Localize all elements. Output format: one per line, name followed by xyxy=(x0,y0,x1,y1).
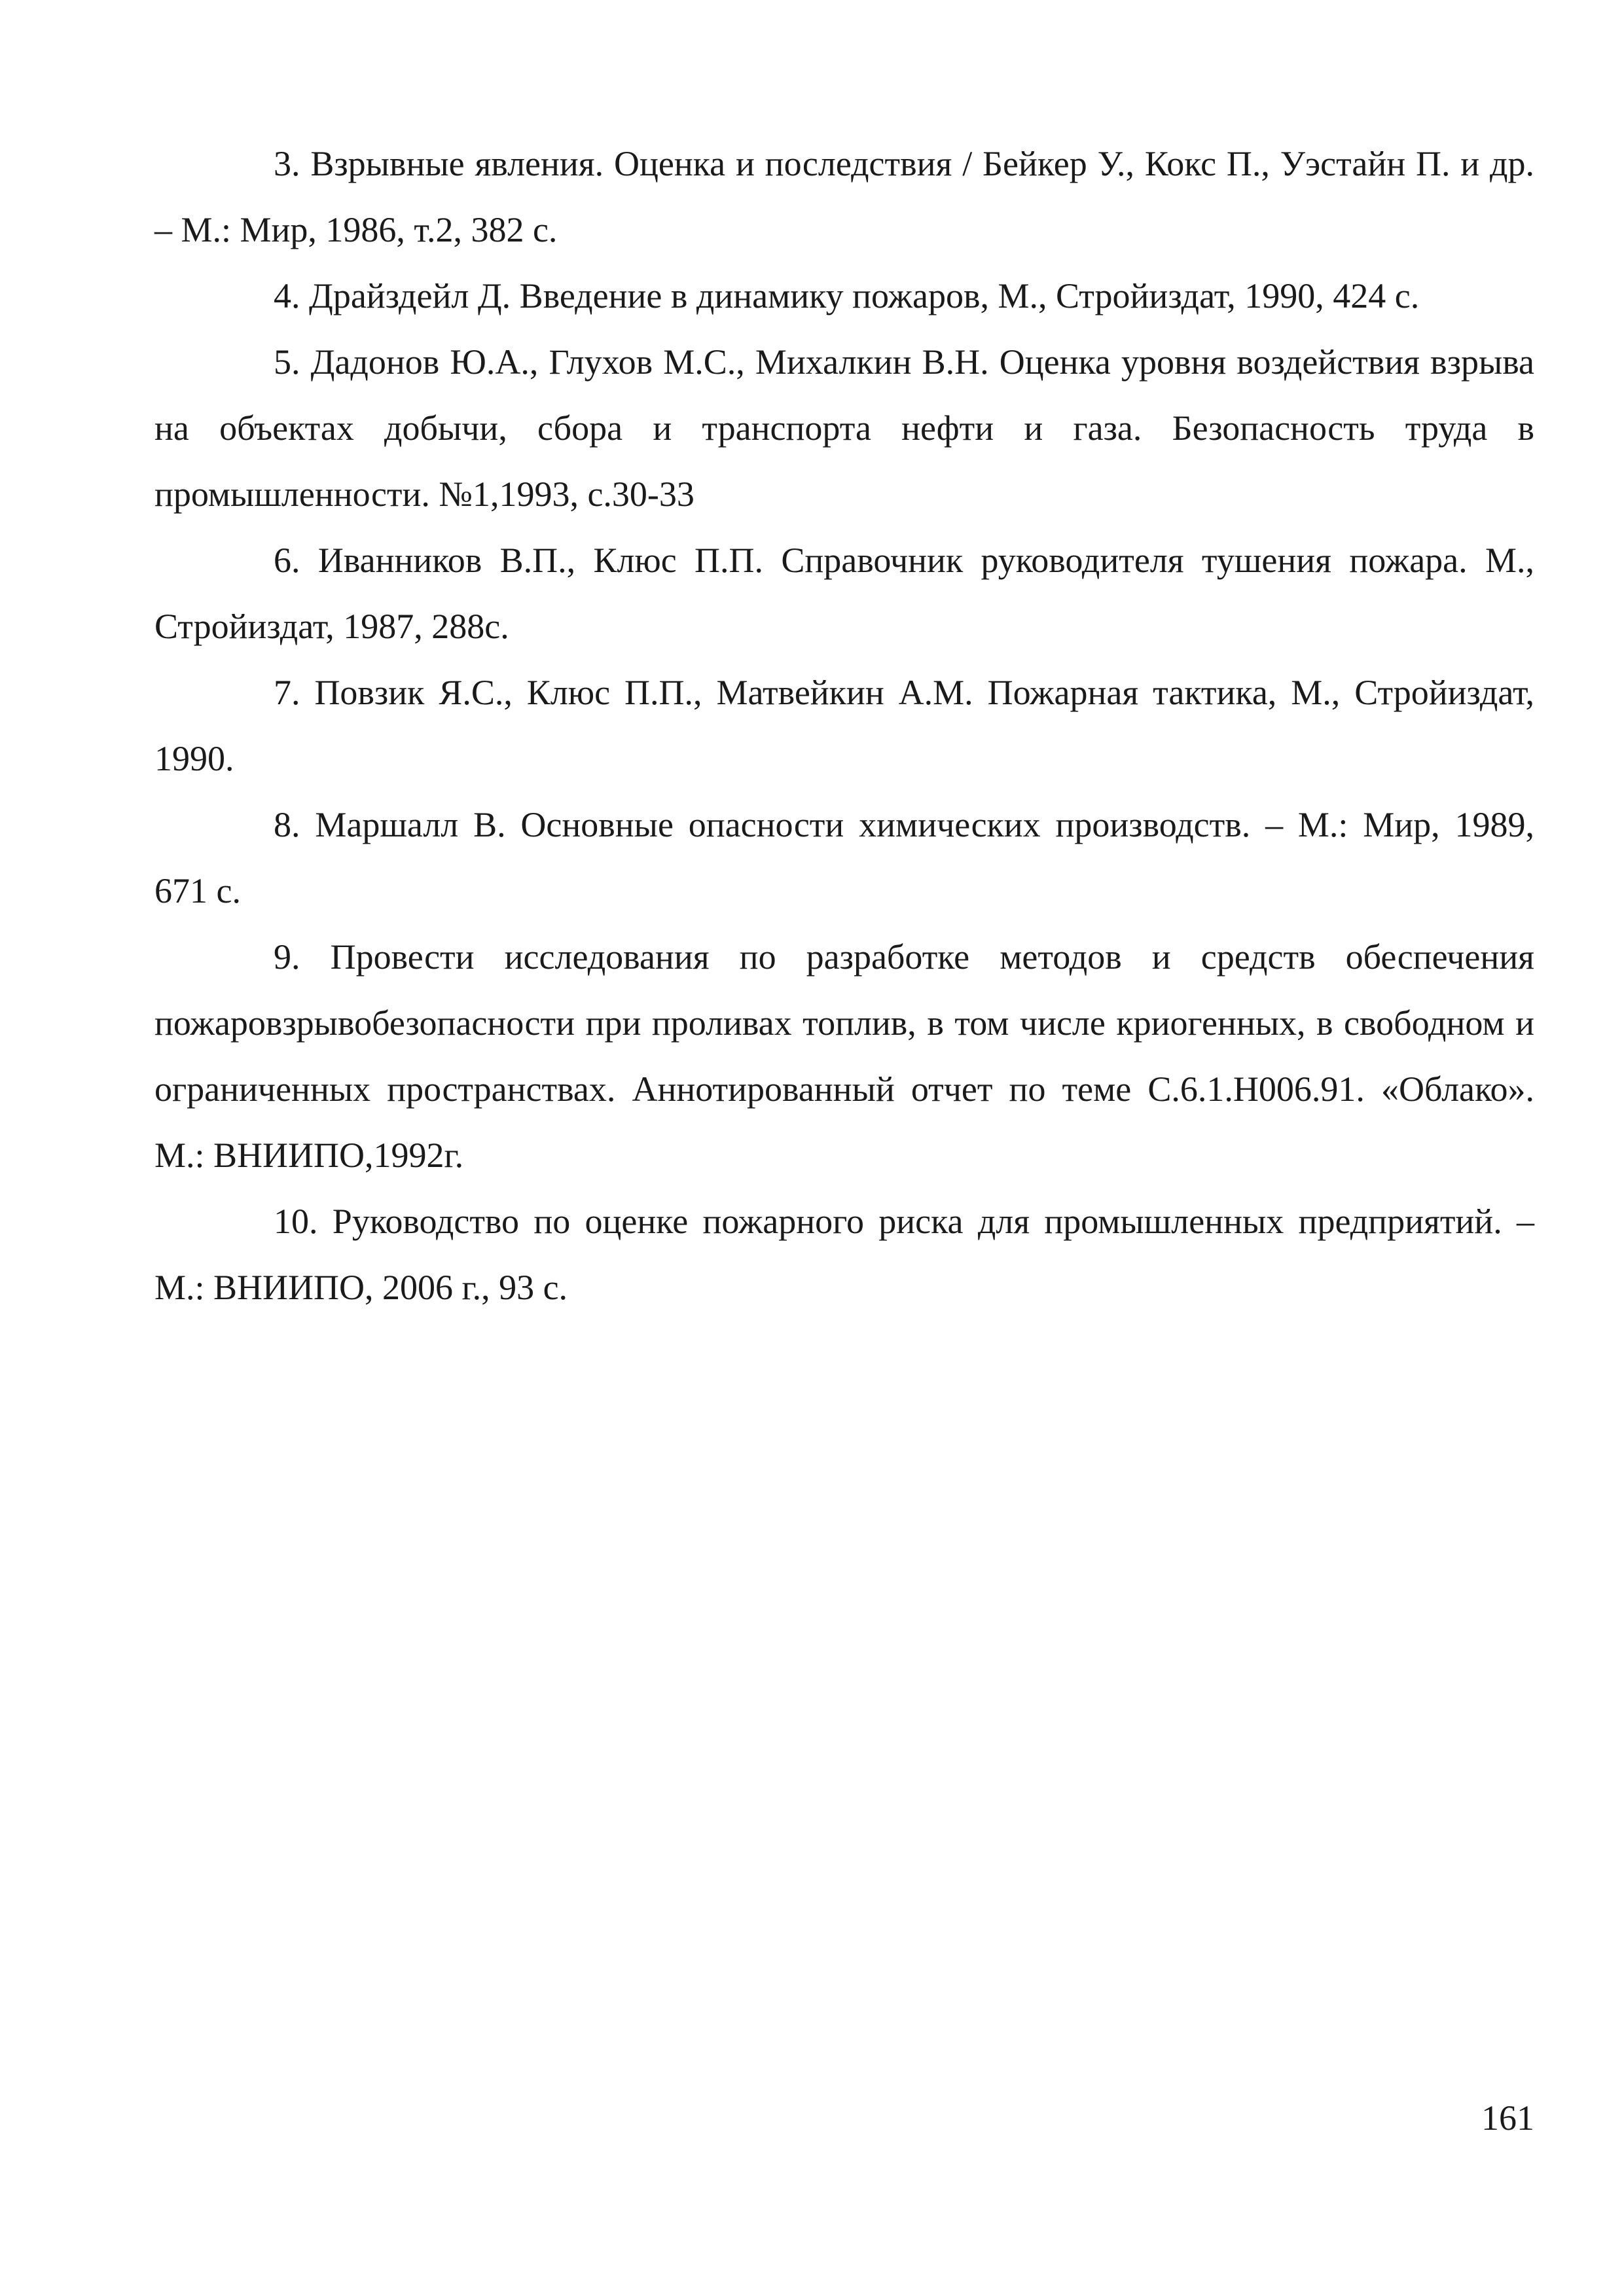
reference-item: 6. Иванников В.П., Клюс П.П. Справочник руководителя тушения пожара. М., Стройиздат, 1987, 288с. xyxy=(154,541,1534,646)
reference-list xyxy=(154,131,1534,1321)
reference-item: 5. Дадонов Ю.А., Глухов М.С., Михалкин В.Н. Оценка уровня воздействия взрыва на объектах добычи, сбора и транспорта нефти и газа. Безопасность труда в промышленности. №1,1993, с.30-33 xyxy=(154,342,1534,514)
reference-item: 7. Повзик Я.С., Клюс П.П., Матвейкин А.М. Пожарная тактика, М., Стройиздат, 1990. xyxy=(154,673,1534,778)
reference-item: 8. Маршалл В. Основные опасности химических производств. – М.: Мир, 1989, 671 с. xyxy=(154,805,1534,910)
page-number: 161 xyxy=(1481,2098,1534,2138)
reference-item: 4. Драйздейл Д. Введение в динамику пожаров, М., Стройиздат, 1990, 424 с. xyxy=(274,276,1420,315)
reference-item: 10. Руководство по оценке пожарного риска для промышленных предприятий. – М.: ВНИИПО, 2006 г., 93 с. xyxy=(154,1202,1534,1307)
reference-item: 3. Взрывные явления. Оценка и последствия / Бейкер У., Кокс П., Уэстайн П. и др. – М.: Мир, 1986, т.2, 382 с. xyxy=(154,144,1534,249)
reference-item: 9. Провести исследования по разработке методов и средств обеспечения пожаровзрывобезопасности при проливах топлив, в том числе криогенных, в свободном и ограниченных пространствах. Аннотированный отчет по теме С.6.1.Н006.91. «Облако». М.: ВНИИПО,1992г. xyxy=(154,937,1534,1175)
